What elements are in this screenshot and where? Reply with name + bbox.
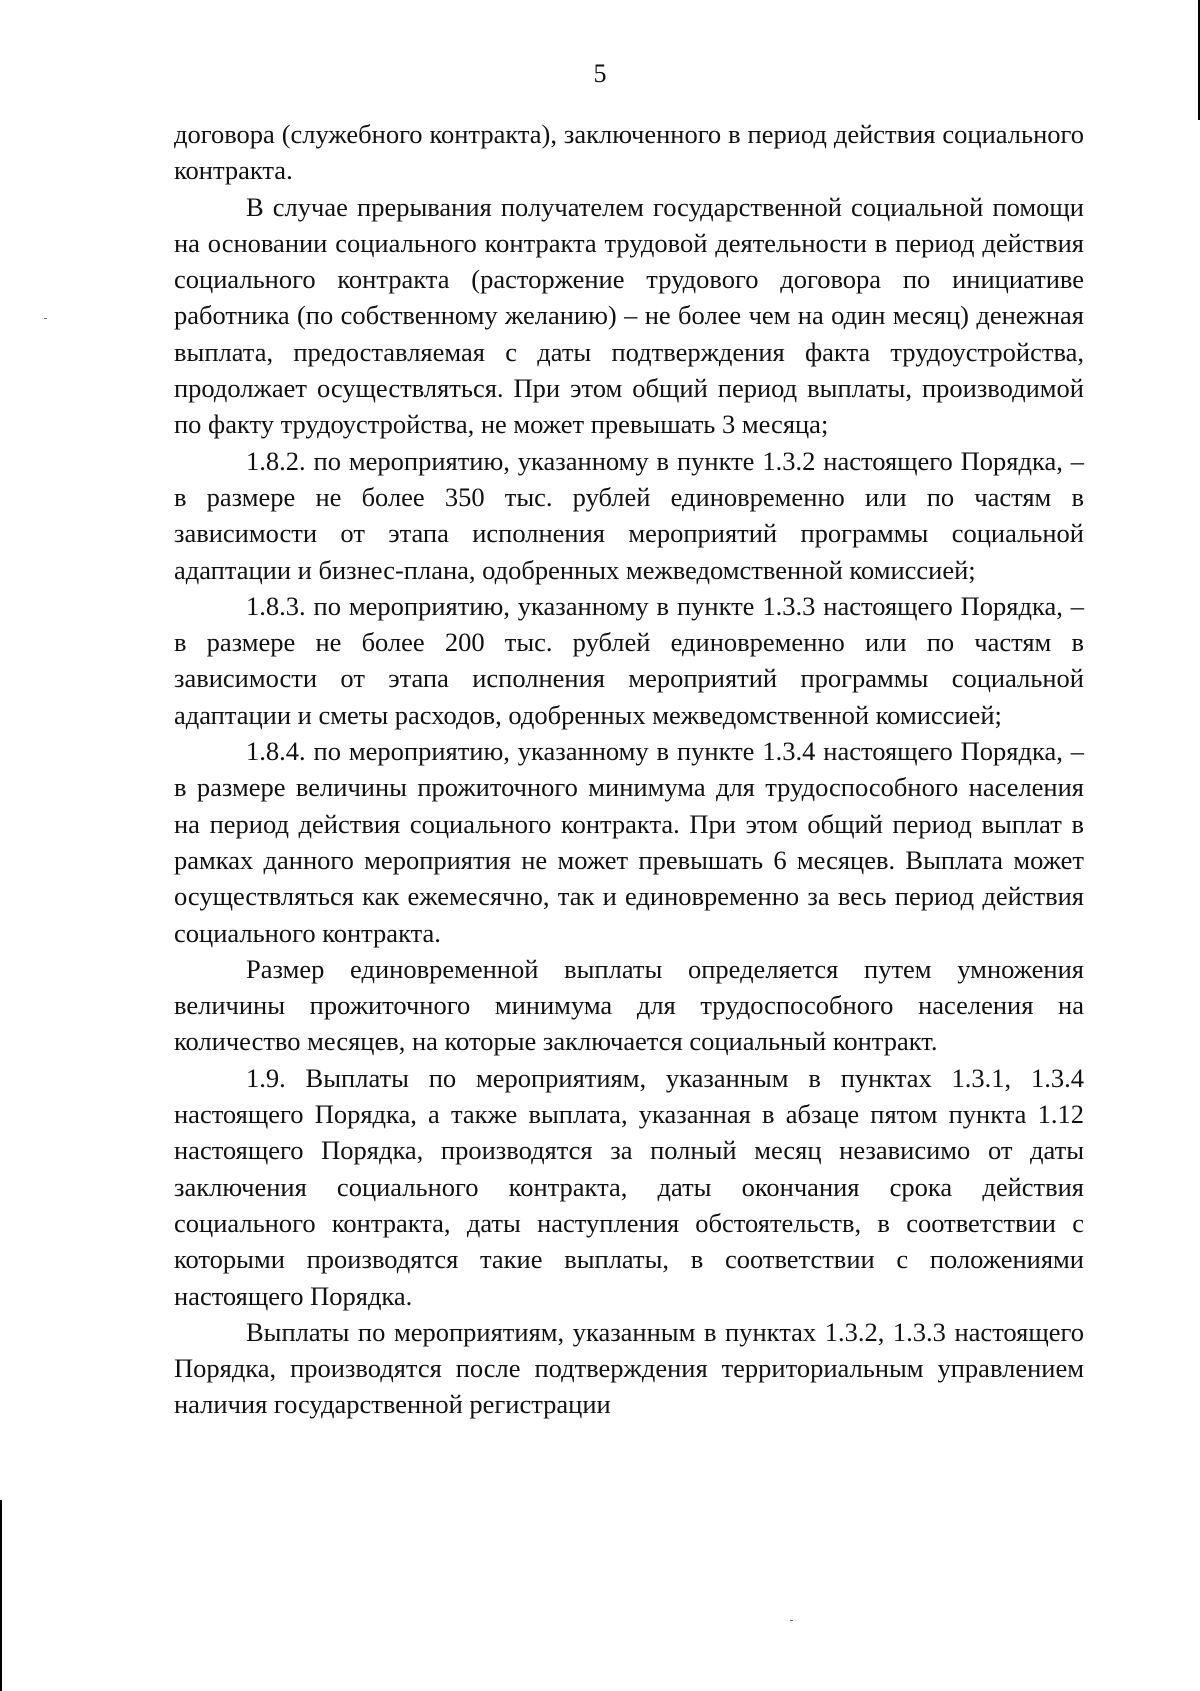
scan-speck bbox=[44, 318, 47, 319]
paragraph-1-8-3: 1.8.3. по мероприятию, указанному в пункте 1.3.3 настоящего Порядка, – в размере не более 200 тыс. рублей единовременно или по частям в зависимости от этапа исполнения мероприятий программы социальной адаптации и сметы расходов, одобренных межведомственной комиссией; bbox=[174, 590, 1084, 730]
paragraph-1-8-2: 1.8.2. по мероприятию, указанному в пункте 1.3.2 настоящего Порядка, – в размере не более 350 тыс. рублей единовременно или по частям в зависимости от этапа исполнения мероприятий программы социальной адаптации и бизнес-плана, одобренных межведомственной комиссией; bbox=[174, 445, 1084, 585]
paragraph-payments-after-registration: Выплаты по мероприятиям, указанным в пунктах 1.3.2, 1.3.3 настоящего Порядка, производятся после подтверждения территориальным управлением наличия государственной регистрации bbox=[174, 1316, 1084, 1420]
paragraph-lump-sum-calculation: Размер единовременной выплаты определяется путем умножения величины прожиточного минимума для трудоспособного населения на количество месяцев, на которые заключается социальный контракт. bbox=[174, 953, 1084, 1057]
document-body bbox=[174, 116, 1084, 1423]
paragraph-1-9: 1.9. Выплаты по мероприятиям, указанным в пунктах 1.3.1, 1.3.4 настоящего Порядка, а также выплата, указанная в абзаце пятом пункта 1.12 настоящего Порядка, производятся за полный месяц независимо от даты заключения социального контракта, даты окончания срока действия социального контракта, даты наступления обстоятельств, в соответствии с которыми производятся такие выплаты, в соответствии с положениями настоящего Порядка. bbox=[174, 1062, 1084, 1311]
paragraph-1-8-4: 1.8.4. по мероприятию, указанному в пункте 1.3.4 настоящего Порядка, – в размере величины прожиточного минимума для трудоспособного населения на период действия социального контракта. При этом общий период выплат в рамках данного мероприятия не может превышать 6 месяцев. Выплата может осуществляться как ежемесячно, так и единовременно за весь период действия социального контракта. bbox=[174, 736, 1084, 948]
scan-edge-left bbox=[0, 1500, 2, 1691]
paragraph-contract-continuation: договора (служебного контракта), заключенного в период действия социального контракта. bbox=[174, 119, 1084, 186]
scan-speck bbox=[790, 1620, 793, 1621]
page-number: 5 bbox=[593, 59, 607, 88]
paragraph-employment-interruption: В случае прерывания получателем государственной социальной помощи на основании социального контракта трудовой деятельности в период действия социального контракта (расторжение трудового договора по инициативе работника (по собственному желанию) – не более чем на один месяц) денежная выплата, предоставляемая с даты подтверждения факта трудоустройства, продолжает осуществляться. При этом общий период выплаты, производимой по факту трудоустройства, не может превышать 3 месяца; bbox=[174, 191, 1084, 440]
